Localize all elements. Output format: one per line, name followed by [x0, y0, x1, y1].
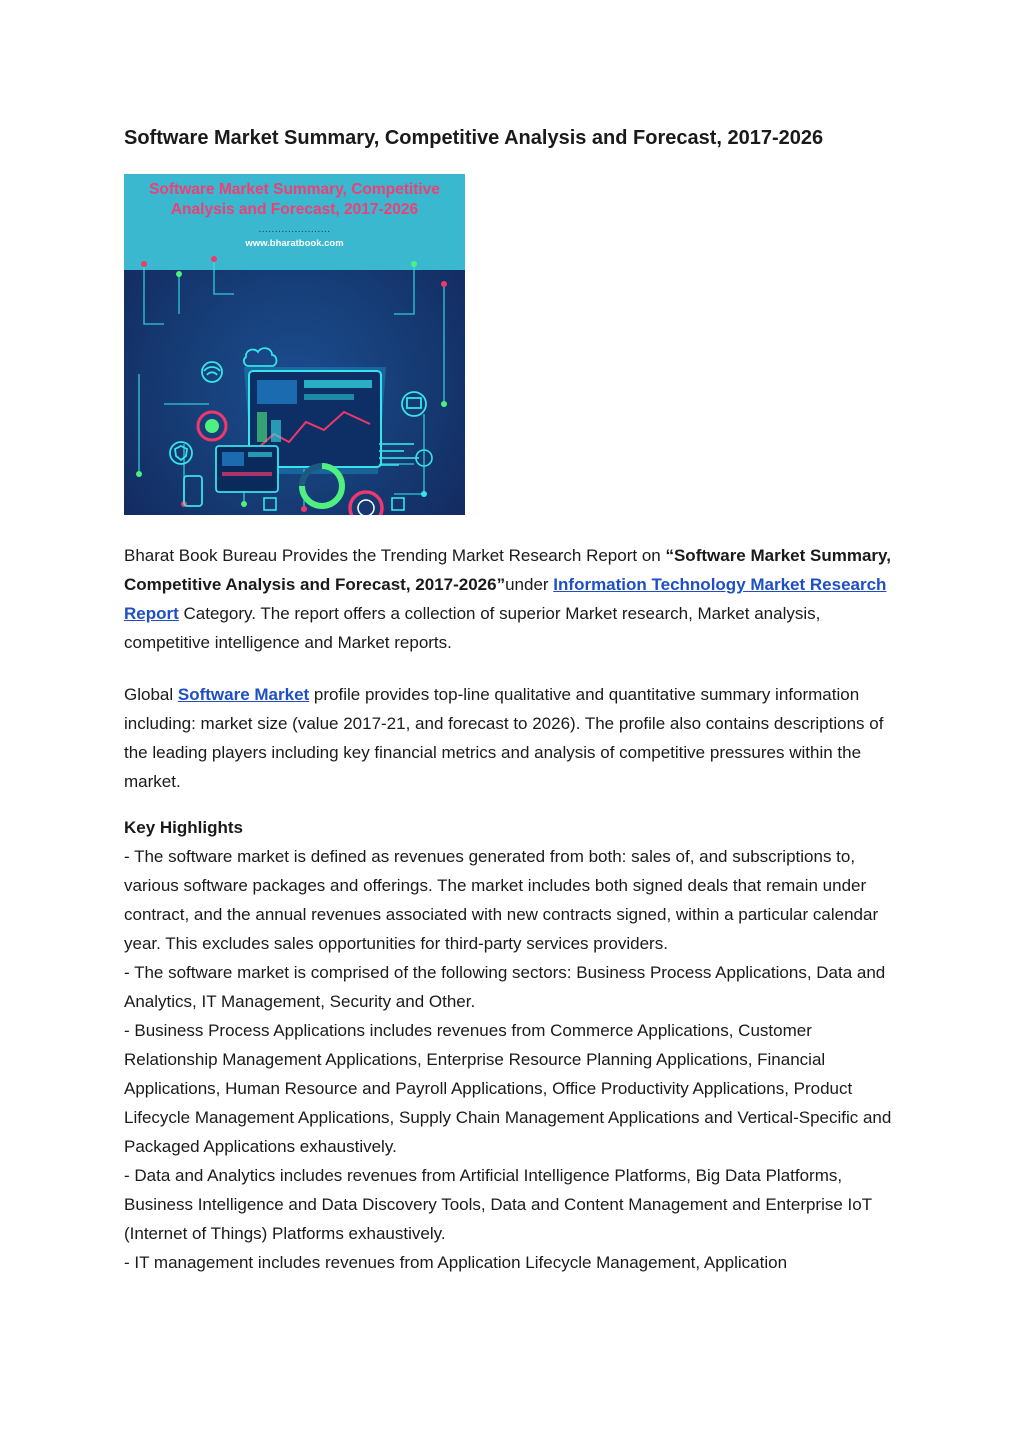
report-title-bold: “Software Market Summary, Competitive Analysis and Forecast, 2017-2026” — [124, 546, 891, 594]
wifi-icon — [202, 362, 222, 382]
shield-icon — [170, 442, 192, 464]
highlights-heading-text: Key Highlights — [124, 818, 244, 837]
intro-after-text: Category. The report offers a collection of superior Market research, Market analysis, competitive intelligence and Market reports. — [124, 604, 821, 652]
document-page — [124, 118, 904, 1277]
highlight-item: - Business Process Applications includes revenues from Commerce Applications, Customer Relationship Management Applications, Enterprise Resource Planning Applications, Financial Applications, Human Resource and Payroll Applications, Office Productivity Applications, Product Lifecycle Management Applications, Supply Chain Management Applications and Vertical-Specific and Packaged Applications exhaustively. — [124, 1021, 892, 1156]
phone-icon — [184, 476, 202, 506]
cover-dots: ...................... — [258, 224, 331, 235]
cover-title: Software Market Summary, Competitive Analysis and Forecast, 2017-2026 — [149, 181, 440, 218]
intro-text: Bharat Book Bureau Provides the Trending Market Research Report on — [124, 546, 666, 565]
highlight-item: - Data and Analytics includes revenues from Artificial Intelligence Platforms, Big Data Platforms, Business Intelligence and Data Discovery Tools, Data and Content Management and Enterprise IoT (Internet of Things) Platforms exhaustively. — [124, 1166, 872, 1243]
highlights-heading — [124, 813, 904, 842]
information-technology-link[interactable]: Information Technology Market Research Report — [124, 575, 887, 623]
profile-text: Global — [124, 685, 178, 704]
right-ring-icon — [350, 492, 382, 515]
left-ring-icon — [198, 412, 226, 440]
cover-image — [124, 174, 465, 515]
tech-illustration — [124, 254, 465, 515]
cloud-icon — [244, 348, 277, 366]
highlight-item: - The software market is comprised of the following sectors: Business Process Applications, Data and Analytics, IT Management, Security and Other. — [124, 963, 886, 1011]
highlight-item: - The software market is defined as revenues generated from both: sales of, and subscriptions to, various software packages and offerings. The market includes both signed deals that remain under contract, and the annual revenues associated with new contracts signed, within a particular calendar year. This excludes sales opportunities for third-party services providers. — [124, 847, 879, 953]
page-title: Software Market Summary, Competitive Analysis and Forecast, 2017-2026 — [124, 127, 824, 149]
highlight-item: - IT management includes revenues from Application Lifecycle Management, Application — [124, 1253, 788, 1272]
intro-under-text: under — [505, 575, 554, 594]
tablet-icon — [216, 446, 278, 492]
code-lines — [379, 444, 419, 465]
profile-paragraph — [124, 680, 904, 796]
intro-paragraph — [124, 541, 904, 657]
cover-url: www.bharatbook.com — [245, 238, 344, 249]
profile-after-text: profile provides top-line qualitative and quantitative summary information including: market size (value 2017-21, and forecast to 2026). The profile also contains descriptions of the leading players including key financial metrics and analysis of competitive pressures within the market. — [124, 685, 884, 791]
monitor-icon — [402, 392, 426, 416]
software-market-link[interactable]: Software Market — [177, 685, 310, 704]
